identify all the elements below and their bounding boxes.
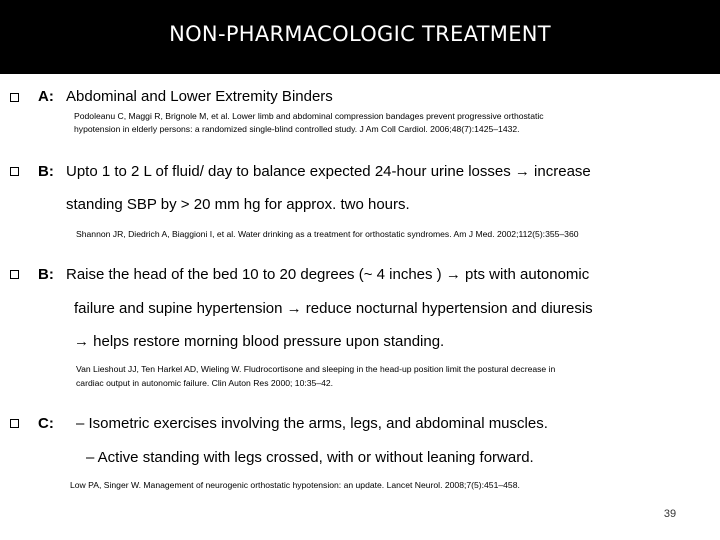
item-a-label: A:: [38, 88, 54, 105]
item-c-line-2: – Active standing with legs crossed, with or without leaning forward.: [86, 449, 534, 466]
item-c-citation-1: Low PA, Singer W. Management of neurogenic orthostatic hypotension: an update. Lancet Neurol. 2008;7(5):451–458.: [70, 480, 520, 490]
bullet-icon: [10, 419, 19, 428]
item-b2-citation-2: cardiac output in autonomic failure. Clin Auton Res 2000; 10:35–42.: [76, 378, 334, 388]
bullet-icon: [10, 167, 19, 176]
item-c-line-1: – Isometric exercises involving the arms, legs, and abdominal muscles.: [76, 415, 548, 432]
item-b1-line-1: Upto 1 to 2 L of fluid/ day to balance expected 24-hour urine losses → increase: [66, 163, 591, 180]
item-b1-line-2: standing SBP by > 20 mm hg for approx. two hours.: [66, 196, 410, 213]
item-a-citation-2: hypotension in elderly persons: a randomized single-blind controlled study. J Am Coll Cardiol. 2006;48(7):1425–1432.: [74, 124, 520, 134]
item-b1-label: B:: [38, 163, 54, 180]
item-b2-citation-1: Van Lieshout JJ, Ten Harkel AD, Wieling W. Fludrocortisone and sleeping in the head-up position limit the postural decrease in: [76, 364, 556, 374]
item-b2-line-3: → helps restore morning blood pressure upon standing.: [74, 333, 445, 350]
page-number: 39: [663, 508, 677, 520]
item-b2-line-1: Raise the head of the bed 10 to 20 degrees (~ 4 inches ) → pts with autonomic: [66, 266, 590, 283]
item-b1-citation-1: Shannon JR, Diedrich A, Biaggioni I, et al. Water drinking as a treatment for orthostatic syndromes. Am J Med. 2002;112(5):355–360: [76, 229, 579, 239]
item-a-citation-1: Podoleanu C, Maggi R, Brignole M, et al. Lower limb and abdominal compression bandages prevent progressive orthostatic: [74, 111, 544, 121]
item-a-line-1: Abdominal and Lower Extremity Binders: [66, 88, 333, 105]
item-b2-line-2: failure and supine hypertension → reduce nocturnal hypertension and diuresis: [74, 300, 593, 317]
slide-title: NON-PHARMACOLOGIC TREATMENT: [169, 22, 551, 46]
bullet-icon: [10, 93, 19, 102]
bullet-icon: [10, 270, 19, 279]
item-b2-label: B:: [38, 266, 54, 283]
item-c-label: C:: [38, 415, 54, 432]
